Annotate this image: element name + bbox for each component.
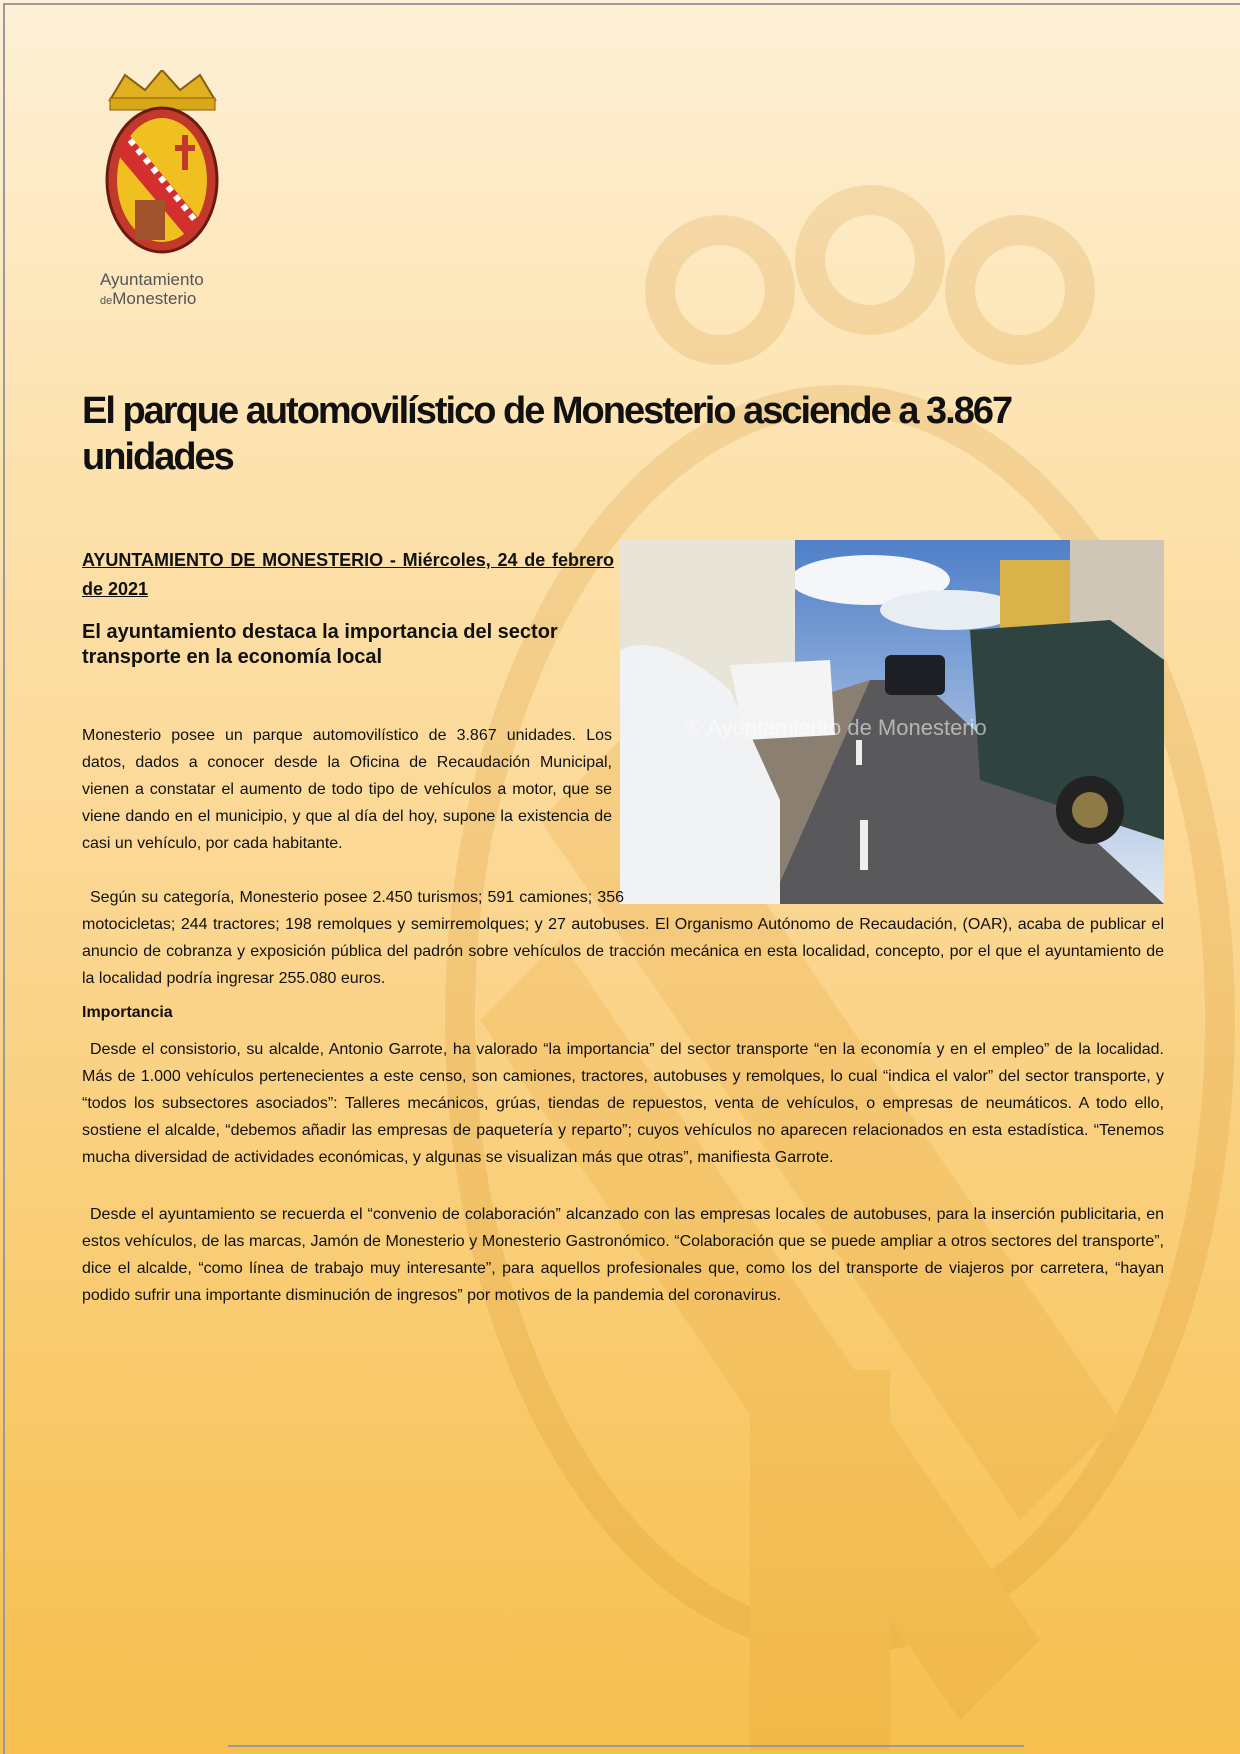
photo-float-gap [624, 884, 1164, 904]
logo-monesterio: Monesterio [112, 289, 197, 308]
footer-rule [228, 1745, 1024, 1747]
paragraph-categories [82, 884, 1164, 992]
paragraph-intro: Monesterio posee un parque automovilístico de 3.867 unidades. Los datos, dados a conocer desde la Oficina de Recaudación Municipal, vienen a constatar el aumento de todo tipo de vehículos a motor, que se viene dando en el municipio, y que al día del hoy, supone la existencia de casi un vehículo, por cada habitante. [82, 727, 612, 852]
section-heading: Importancia [82, 1004, 173, 1021]
paragraph-categories-text: Según su categoría, Monesterio posee 2.450 turismos; 591 camiones; 356 motocicletas; 244 tractores; 198 remolques y semirremolques; y 27 autobuses. El Organismo Autónomo de Recaudación, (OAR), acaba de publicar el anuncio de cobranza y exposición pública del padrón sobre vehículos de tracción mecánica en esta localidad, concepto, por el que el ayuntamiento de la localidad podría ingresar 255.080 euros. [82, 889, 1164, 987]
municipal-crest-logo [100, 70, 225, 260]
article-byline: AYUNTAMIENTO DE MONESTERIO - Miércoles, 24 de febrero de 2021 [82, 550, 614, 599]
logo-text [100, 270, 240, 311]
logo-de: de [100, 295, 113, 307]
article-subtitle: El ayuntamiento destaca la importancia del sector transporte en la economía local [82, 621, 558, 668]
article-photo-parked-vehicles [620, 540, 1164, 904]
logo-line1: Ayuntamiento [100, 270, 204, 289]
logo-line2 [100, 289, 240, 311]
paragraph-importance-2: Desde el ayuntamiento se recuerda el “convenio de colaboración” alcanzado con las empresas locales de autobuses, para la inserción publicitaria, en estos vehículos, de las marcas, Jamón de Monesterio y Monesterio Gastronómico. “Colaboración que se puede ampliar a otros sectores del transporte”, dice el alcalde, “como línea de trabajo muy interesante”, para aquellos profesionales que, como los del transporte de viajeros por carretera, “hayan podido sufrir una importante disminución de ingresos” por motivos de la pandemia del coronavirus. [82, 1206, 1164, 1304]
paragraph-importance-1: Desde el consistorio, su alcalde, Antonio Garrote, ha valorado “la importancia” del sector transporte “en la economía y en el empleo” de la localidad. Más de 1.000 vehículos pertenecientes a este censo, son camiones, tractores, autobuses y remolques, lo cual “indica el valor” del sector transporte, y “todos los subsectores asociados”: Talleres mecánicos, grúas, tiendas de repuestos, venta de vehículos, o empresas de neumáticos. A todo ello, sostiene el alcalde, “debemos añadir las empresas de paquetería y reparto”; cuyos vehículos no aparecen relacionados en esta estadística. “Tenemos mucha diversidad de actividades económicas, y algunas se visualizan más que otras”, manifiesta Garrote. [82, 1041, 1164, 1166]
article-title: El parque automovilístico de Monesterio asciende a 3.867 unidades [82, 390, 1012, 478]
photo-watermark: © Ayuntamiento de Monesterio [686, 715, 987, 740]
